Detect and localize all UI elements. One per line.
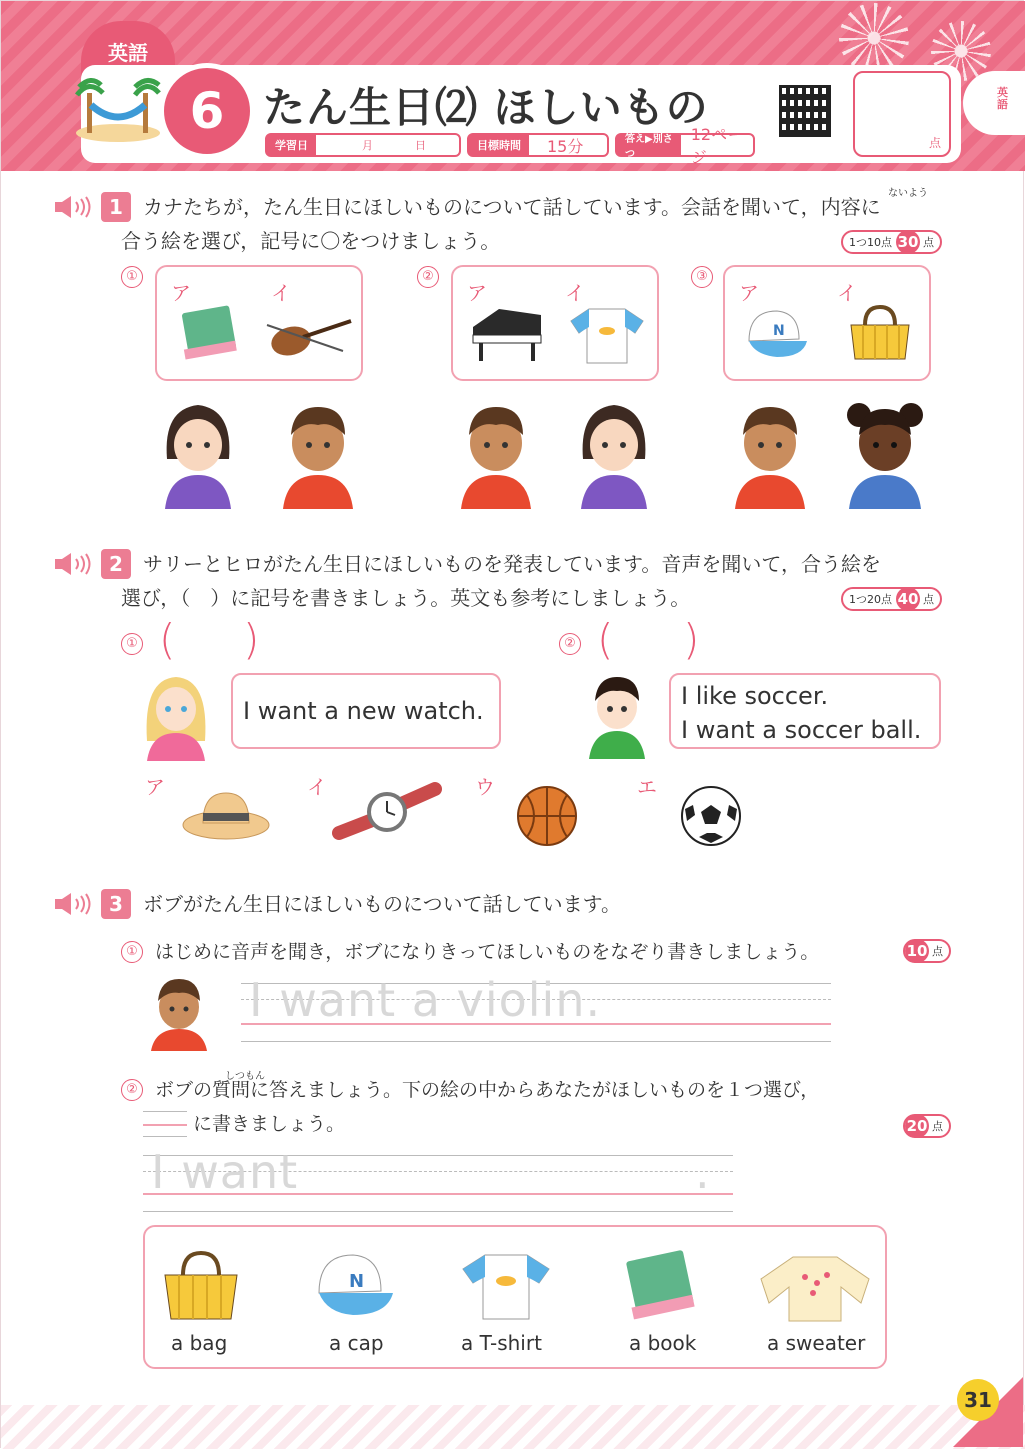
points-total: 20 <box>905 1114 929 1138</box>
q1-item1-option-a[interactable]: ア <box>171 281 191 305</box>
ruby-naiyou: ないよう <box>888 188 928 199</box>
soccer-ball-icon <box>679 785 743 847</box>
choice-sweater[interactable]: a sweater <box>767 1331 866 1355</box>
study-date-label: 学習日 <box>267 135 316 155</box>
question-number-3: 3 <box>101 889 131 919</box>
page-title: たん生日⑵ ほしいもの <box>263 83 709 132</box>
target-time-box <box>467 133 609 157</box>
side-tab-label: 英語 <box>997 86 1008 112</box>
choice-bag[interactable]: a bag <box>171 1331 228 1355</box>
choice-book[interactable]: a book <box>629 1331 697 1355</box>
q1-item2-option-a[interactable]: ア <box>467 281 487 305</box>
target-time-label: 目標時間 <box>469 135 529 155</box>
q1-item1-number: ① <box>121 266 143 288</box>
svg-text:N: N <box>773 323 785 339</box>
kana-girl-icon <box>161 399 235 509</box>
q2-item1-paren-close: ) <box>243 615 260 664</box>
boy-icon <box>457 399 535 509</box>
beach-hammock-icon <box>73 73 163 143</box>
unit-number: 6 <box>159 63 255 159</box>
page-number: 31 <box>957 1379 999 1421</box>
q3-sub1-points-badge <box>903 939 951 963</box>
q2-item1-answer-field[interactable] <box>181 623 237 663</box>
points-per: 1つ10点 <box>849 236 892 249</box>
q1-item2-number: ② <box>417 266 439 288</box>
points-total: 40 <box>896 587 920 611</box>
q3-sub2-text-line1: ボブの質問に答えましょう。下の絵の中からあなたがほしいものを１つ選び， <box>155 1079 820 1101</box>
q3-text: ボブがたん生日にほしいものについて話しています。 <box>143 892 621 916</box>
girl-icon <box>843 399 927 509</box>
q2-item2-answer-field[interactable] <box>619 623 677 663</box>
choice-cap[interactable]: a cap <box>329 1331 384 1355</box>
speech-bubble-sally <box>231 673 501 749</box>
sally-speech-text: I want a new watch. <box>243 697 484 725</box>
bob-boy-icon <box>149 975 209 1051</box>
points-per: 1つ20点 <box>849 593 892 606</box>
piano-icon <box>469 305 545 363</box>
answer-write-field[interactable] <box>307 1151 691 1197</box>
q2-option-b-label: イ <box>307 775 327 799</box>
q1-points-badge <box>841 230 942 254</box>
q2-option-c-label: ウ <box>475 775 495 799</box>
q2-option-a-label: ア <box>145 775 165 799</box>
answers-box <box>615 125 755 167</box>
bag-icon <box>161 1249 241 1323</box>
q2-item2-paren-open: ( <box>597 615 614 664</box>
question-number-2: 2 <box>101 549 131 579</box>
boy-icon <box>279 399 357 509</box>
q3-sub1-number: ① <box>121 941 143 963</box>
speaker-icon[interactable] <box>55 196 93 218</box>
side-subject-tab <box>963 71 1025 135</box>
points-unit: 点 <box>932 1120 943 1133</box>
points-unit: 点 <box>932 945 943 958</box>
q1-text-line2: 合う絵を選び，記号に〇をつけましょう。 <box>121 229 501 253</box>
hiro-boy-icon <box>585 669 649 759</box>
boy-icon <box>731 399 809 509</box>
q2-item1-number: ① <box>121 633 143 655</box>
violin-icon <box>263 311 355 361</box>
q1-item3-number: ③ <box>691 266 713 288</box>
q3-sub2-number: ② <box>121 1079 143 1101</box>
hiro-speech-line1: I like soccer. <box>681 682 829 710</box>
q3-sub2-points-badge <box>903 1114 951 1138</box>
svg-text:N: N <box>349 1271 365 1292</box>
answers-value: 12ページ <box>690 125 744 167</box>
subject-tab: 英語 <box>81 21 175 81</box>
book-icon <box>619 1249 703 1323</box>
sally-girl-icon <box>143 671 209 761</box>
trace-period: . <box>695 1145 711 1199</box>
speech-bubble-hiro <box>669 673 941 749</box>
points-unit: 点 <box>923 593 934 606</box>
day-label: 日 <box>415 139 426 152</box>
cap-icon <box>313 1251 397 1321</box>
q3-sub1-text: はじめに音声を聞き，ボブになりきってほしいものをなぞり書きしましょう。 <box>155 941 820 963</box>
kana-girl-icon <box>577 399 651 509</box>
q2-text-line2: 選び，（ ）に記号を書きましょう。英文も参考にしましょう。 <box>121 586 691 610</box>
cap-icon <box>743 307 809 363</box>
q2-item2-paren-close: ) <box>683 615 700 664</box>
target-time-value: 15分 <box>547 136 584 156</box>
choices-box <box>143 1225 887 1369</box>
speaker-icon[interactable] <box>55 893 93 915</box>
book-icon <box>177 305 241 363</box>
writing-guide-bottom <box>241 1041 831 1042</box>
score-box[interactable] <box>853 71 951 157</box>
points-total: 30 <box>896 230 920 254</box>
mini-writing-box <box>143 1111 187 1137</box>
points-total: 10 <box>905 939 929 963</box>
q2-option-d-label: エ <box>637 775 657 799</box>
q2-item2-number: ② <box>559 633 581 655</box>
tshirt-icon <box>569 305 645 367</box>
tshirt-icon <box>461 1251 551 1323</box>
q3-sub2-text-line2: に書きましょう。 <box>193 1113 346 1135</box>
speaker-icon[interactable] <box>55 553 93 575</box>
trace-text-i-want: I want <box>151 1145 299 1199</box>
answers-label: 答え▶別さつ <box>617 135 681 155</box>
study-date-box[interactable] <box>265 133 461 157</box>
q1-item2-option-b[interactable]: イ <box>565 281 585 305</box>
qr-code-icon[interactable] <box>779 85 831 137</box>
month-label: 月 <box>362 139 373 152</box>
hiro-speech-line2: I want a soccer ball. <box>681 716 922 744</box>
q2-points-badge <box>841 587 942 611</box>
basketball-icon <box>515 785 579 847</box>
q1-item3-option-b[interactable]: イ <box>837 281 857 305</box>
q1-item1-option-b[interactable]: イ <box>271 281 291 305</box>
footer-band <box>1 1405 1025 1449</box>
sweater-icon <box>757 1253 873 1323</box>
watch-icon <box>335 781 441 843</box>
q2-text-line1: サリーとヒロがたん生日にほしいものを発表しています。音声を聞いて，合う絵を <box>143 552 881 576</box>
firework-decoration-icon <box>839 3 909 73</box>
q1-text-line1: カナたちが，たん生日にほしいものについて話しています。会話を聞いて，内容に <box>143 195 881 219</box>
question-number-1: 1 <box>101 192 131 222</box>
score-unit: 点 <box>928 136 941 150</box>
points-unit: 点 <box>923 236 934 249</box>
bag-icon <box>847 303 913 363</box>
choice-tshirt[interactable]: a T-shirt <box>461 1331 542 1355</box>
ruby-shitsumon: しつもん <box>225 1071 265 1082</box>
writing-guide-bottom <box>143 1211 733 1212</box>
q2-item1-paren-open: ( <box>159 615 176 664</box>
q1-item3-option-a[interactable]: ア <box>739 281 759 305</box>
hat-icon <box>181 787 271 841</box>
trace-text-violin[interactable]: I want a violin. <box>249 973 602 1027</box>
